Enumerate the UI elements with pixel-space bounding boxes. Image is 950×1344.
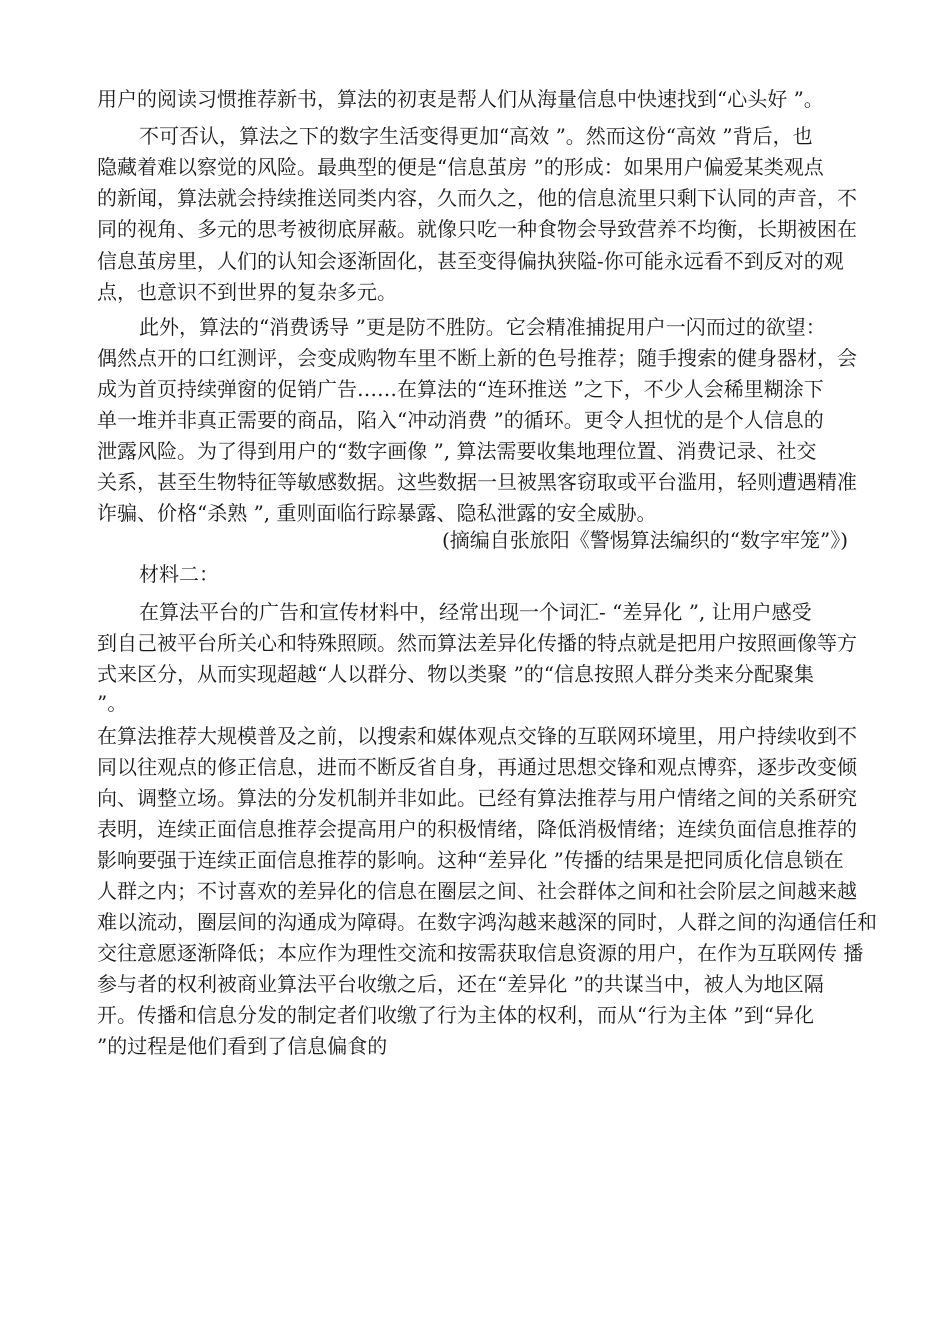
text-line: 在算法平台的广告和宣传材料中，经常出现一个词汇- “差异化 ”, 让用户感受	[139, 600, 812, 624]
text-line: 的新闻，算法就会持续推送同类内容，久而久之，他的信息流里只剩下认同的声音，不	[97, 186, 857, 210]
text-line: 式来区分，从而实现超越“人以群分、物以类聚 ”的“信息按照人群分类来分配聚集	[97, 662, 815, 686]
text-line: 信息茧房里，人们的认知会逐渐固化，甚至变得偏执狭隘-你可能永远看不到反对的观	[97, 249, 844, 273]
text-line: 单一堆并非真正需要的商品，陷入“冲动消费 ”的循环。更令人担忧的是个人信息的	[97, 408, 824, 432]
text-line: 不可否认，算法之下的数字生活变得更加“高效 ”。然而这份“高效 ”背后，也	[139, 124, 813, 148]
text-line: 人群之内；不讨喜欢的差异化的信息在圈层之间、社会群体之间和社会阶层之间越来越	[97, 879, 857, 903]
text-line: 此外，算法的“消费诱导 ”更是防不胜防。它会精准捕捉用户一闪而过的欲望：	[139, 315, 826, 339]
text-line: 难以流动，圈层间的沟通成为障碍。在数字鸿沟越来越深的同时，人群之间的沟通信任和	[97, 910, 877, 934]
text-line: 点，也意识不到世界的复杂多元。	[97, 280, 397, 304]
text-line: 表明，连续正面信息推荐会提高用户的积极情绪，降低消极情绪；连续负面信息推荐的	[97, 817, 857, 841]
text-line: 诈骗、价格“杀熟 ”, 重则面临行踪暴露、隐私泄露的安全威胁。	[97, 501, 657, 525]
source-citation: (摘编自张旅阳《警惕算法编织的“数字牢笼”》)	[442, 528, 849, 552]
text-line: 泄露风险。为了得到用户的“数字画像 ”, 算法需要收集地理位置、消费记录、社交	[97, 439, 817, 463]
text-line: 用户的阅读习惯推荐新书，算法的初衷是帮人们从海量信息中快速找到“心头好 ”。	[97, 87, 824, 111]
section-heading: 材料二：	[139, 562, 219, 586]
text-line: 向、调整立场。算法的分发机制并非如此。已经有算法推荐与用户情绪之间的关系研究	[97, 786, 857, 810]
text-line: 偶然点开的口红测评，会变成购物车里不断上新的色号推荐；随手搜索的健身器材，会	[97, 346, 857, 370]
text-line: 成为首页持续弹窗的促销广告……在算法的“连环推送 ”之下，不少人会稀里糊涂下	[97, 377, 824, 401]
text-line: 影响要强于连续正面信息推荐的影响。这种“差异化 ”传播的结果是把同质化信息锁在	[97, 848, 844, 872]
text-line: 同以往观点的修正信息，进而不断反省自身，再通过思想交锋和观点博弈，逐步改变倾	[97, 755, 857, 779]
text-line: 在算法推荐大规模普及之前，以搜索和媒体观点交锋的互联网环境里，用户持续收到不	[97, 724, 857, 748]
text-line: 隐藏着难以察觉的风险。最典型的便是“信息茧房 ”的形成：如果用户偏爱某类观点	[97, 155, 824, 179]
text-line: 交往意愿逐渐降低；本应作为理性交流和按需获取信息资源的用户，在作为互联网传 播	[97, 941, 864, 965]
text-line: 关系，甚至生物特征等敏感数据。这些数据一旦被黑客窃取或平台滥用，轻则遭遇精准	[97, 470, 857, 494]
text-line: ”。	[97, 691, 128, 715]
text-line: 开。传播和信息分发的制定者们收缴了行为主体的权利，而从“行为主体 ”到“异化	[97, 1003, 815, 1027]
text-line: 同的视角、多元的思考被彻底屏蔽。就像只吃一种食物会导致营养不均衡，长期被困在	[97, 217, 857, 241]
text-line: 到自己被平台所关心和特殊照顾。然而算法差异化传播的特点就是把用户按照画像等方	[97, 631, 857, 655]
text-line: 参与者的权利被商业算法平台收缴之后，还在“差异化 ”的共谋当中，被人为地区隔	[97, 972, 824, 996]
text-line: ”的过程是他们看到了信息偏食的	[97, 1034, 388, 1058]
